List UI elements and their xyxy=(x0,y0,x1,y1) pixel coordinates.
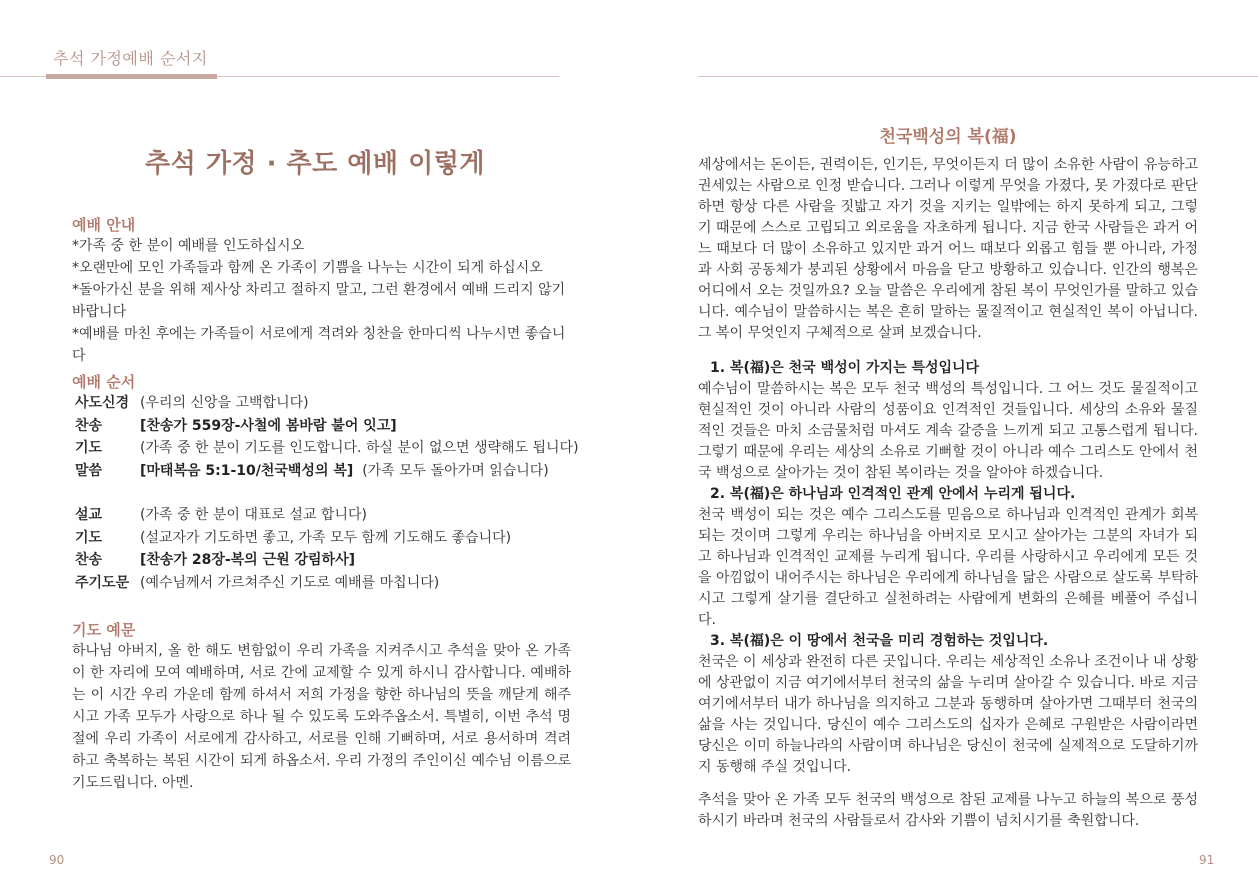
order-note: (가족 중 한 분이 기도를 인도합니다. 하실 분이 없으면 생략해도 됩니다) xyxy=(140,440,579,456)
page-title: 추석 가정 · 추도 예배 이렇게 xyxy=(145,149,485,179)
order-scripture: [마태복음 5:1-10/천국백성의 복] xyxy=(140,462,354,479)
order-label: 설교 xyxy=(75,507,103,523)
order-note: (가족 모두 돌아가며 읽습니다) xyxy=(362,462,549,479)
sermon-intro: 세상에서는 돈이든, 권력이든, 인기든, 무엇이든지 더 많이 소유한 사람이 유능하고 권세있는 사람으로 인정 받습니다. 그러나 이렇게 무엇을 가졌다, 못 가졌다로 판단하면 항상 다른 사람을 짓밟고 자기 것을 지키는 일밖에는 하지 못하게 되고, 그렇기 때문에 스스로 고립되고 외로움을 자초하게 됩니다. 지금 한국 사람들은 과거 어느 때보다 더 많이 소유하고 있지만 과거 어느 때보다 외롭고 힘들 뿐 아니라, 가정과 사회 공동체가 붕괴된 상황에서 마음을 닫고 방황하고 있습니다. 인간의 행복은 어디에서 오는 것일까요? 오늘 말씀은 우리에게 참된 복이 무엇인가를 말하고 있습니다. 예수님이 말씀하시는 복은 흔히 말하는 물질적이고 현실적인 복이 아닙니다. 그 복이 무엇인지 구체적으로 살펴 보겠습니다. xyxy=(698,157,1198,341)
header-rule-accent xyxy=(46,74,217,79)
point-text: 천국 백성이 되는 것은 예수 그리스도를 믿음으로 하나님과 인격적인 관계가 회복되는 것이며 그렇게 우리는 하나님을 아버지로 모시고 살아가는 그분의 자녀가 되고 하나님과 인격적인 교제를 누리게 됩니다. 우리를 사랑하시고 우리에게 모든 것을 아낌없이 내어주시는 하나님은 우리에게 하나님을 닮은 사람으로 살도록 부탁하시고 그렇게 살기를 결단하고 실천하려는 사람에게 변화의 은혜를 베풀어 주십니다. xyxy=(698,507,1198,628)
guide-list xyxy=(72,235,572,367)
prayer-text: 하나님 아버지, 올 한 해도 변함없이 우리 가족을 지켜주시고 추석을 맞아 온 가족이 한 자리에 모여 예배하며, 서로 간에 교제할 수 있게 하시니 감사합니다. 예배하는 이 시간 우리 가운데 함께 하셔서 저희 가정을 향한 하나님의 뜻을 깨닫게 해주시고 가족 모두가 사랑으로 하나 될 수 있도록 도와주옵소서. 특별히, 이번 추석 명절에 우리 가족이 서로에게 감사하고, 서로를 인해 기뻐하며, 서로 용서하며 격려하고 축복하는 복된 시간이 되게 하옵소서. 우리 가정의 주인이신 예수님 이름으로 기도드립니다. 아멘. xyxy=(72,643,571,791)
order-row xyxy=(75,415,579,438)
order-heading: 예배 순서 xyxy=(72,373,136,391)
order-row xyxy=(75,460,579,483)
order-note: (가족 중 한 분이 대표로 설교 합니다) xyxy=(140,507,367,523)
order-note: (우리의 신앙을 고백합니다) xyxy=(140,395,309,411)
sermon-closing: 추석을 맞아 온 가족 모두 천국의 백성으로 참된 교제를 나누고 하늘의 복으로 풍성하시기 바라며 천국의 사람들로서 감사와 기쁨이 넘치시기를 축원합니다. xyxy=(698,792,1198,829)
order-label: 말씀 xyxy=(75,462,103,479)
prayer-heading: 기도 예문 xyxy=(72,621,136,639)
order-row xyxy=(75,527,579,550)
point-heading: 2. 복(福)은 하나님과 인격적인 관계 안에서 누리게 됩니다. xyxy=(710,486,1076,502)
order-label: 찬송 xyxy=(75,552,103,568)
guide-item: *가족 중 한 분이 예배를 인도하십시오 xyxy=(72,238,305,254)
order-row xyxy=(75,572,579,595)
order-label: 기도 xyxy=(75,440,103,456)
order-hymn: [찬송가 559장-사철에 봄바람 불어 잇고] xyxy=(140,417,397,434)
page-number-left: 90 xyxy=(49,853,65,867)
guide-item: *예배를 마친 후에는 가족들이 서로에게 격려와 칭찬을 한마디씩 나누시면 좋습니다 xyxy=(72,326,566,364)
order-row xyxy=(75,392,579,415)
order-list xyxy=(75,392,579,594)
point-text: 천국은 이 세상과 완전히 다른 곳입니다. 우리는 세상적인 소유나 조건이나 내 상황에 상관없이 지금 여기에서부터 천국의 삶을 누리며 살아갈 수 있습니다. 바로 지금 여기에서부터 내가 하나님을 의지하고 그분과 동행하며 살아가면 그때부터 천국의 삶을 사는 것입니다. 당신이 예수 그리스도의 십자가 은혜로 구원받은 사람이라면 당신은 이미 하늘나라의 사람이며 하나님은 당신이 천국에 실제적으로 도달하기까지 동행해 주실 것입니다. xyxy=(698,654,1198,775)
point-heading: 3. 복(福)은 이 땅에서 천국을 미리 경험하는 것입니다. xyxy=(710,633,1049,649)
guide-item: *돌아가신 분을 위해 제사상 차리고 절하지 말고, 그런 환경에서 예배 드리지 않기 바랍니다 xyxy=(72,282,566,320)
order-label: 찬송 xyxy=(75,417,103,434)
order-row xyxy=(75,549,579,572)
header-rule-right xyxy=(698,76,1258,77)
sermon-title: 천국백성의 복(福) xyxy=(879,127,1017,147)
order-label: 주기도문 xyxy=(75,574,130,591)
sermon-body xyxy=(698,155,1198,832)
page-number-right: 91 xyxy=(1199,853,1215,867)
point-heading: 1. 복(福)은 천국 백성이 가지는 특성입니다 xyxy=(710,360,980,376)
order-note: (설교자가 기도하면 좋고, 가족 모두 함께 기도해도 좋습니다) xyxy=(140,529,512,546)
running-header-title: 추석 가정예배 순서지 xyxy=(53,49,208,68)
order-label: 기도 xyxy=(75,529,103,546)
order-row xyxy=(75,504,579,527)
order-label: 사도신경 xyxy=(75,395,130,411)
order-row xyxy=(75,437,579,460)
order-hymn: [찬송가 28장-복의 근원 강림하사] xyxy=(140,552,355,568)
guide-heading: 예배 안내 xyxy=(72,216,136,234)
point-text: 예수님이 말씀하시는 복은 모두 천국 백성의 특성입니다. 그 어느 것도 물질적이고 현실적인 것이 아니라 사람의 성품이요 인격적인 것들입니다. 세상의 소유와 물질적인 것들은 마치 소금물처럼 마셔도 계속 갈증을 느끼게 되고 고통스럽게 됩니다. 그렇기 때문에 우리는 세상의 소유로 기뻐할 것이 아니라 예수 그리스도 안에서 천국 백성으로 살아가는 것이 참된 복이라는 것을 알아야 하겠습니다. xyxy=(698,381,1198,481)
guide-item: *오랜만에 모인 가족들과 함께 온 가족이 기쁨을 나누는 시간이 되게 하십시오 xyxy=(72,260,543,276)
order-note: (예수님께서 가르쳐주신 기도로 예배를 마칩니다) xyxy=(140,574,440,591)
